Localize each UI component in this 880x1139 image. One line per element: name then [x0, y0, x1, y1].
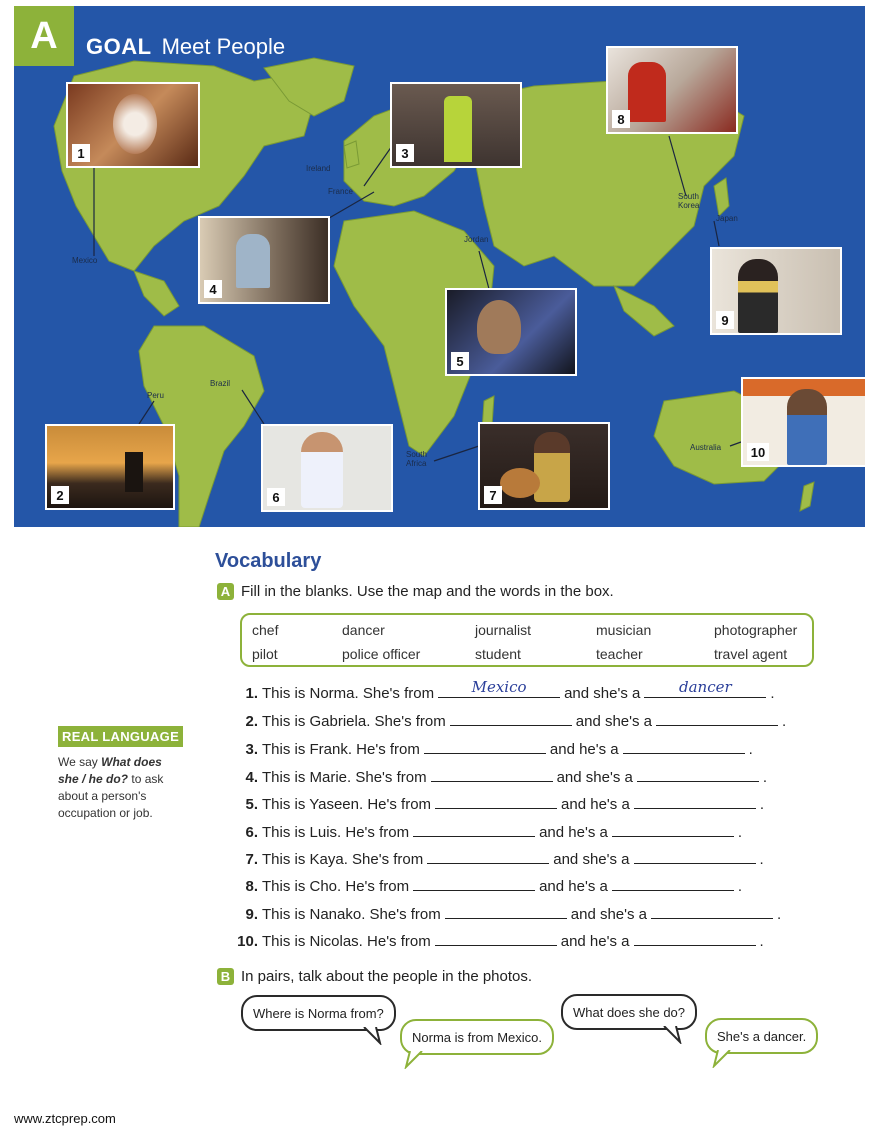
teacher-figure: [301, 432, 343, 508]
place-label-south-korea: South Korea: [678, 192, 700, 210]
world-map: [14, 6, 865, 527]
vocabulary-heading: Vocabulary: [215, 550, 322, 572]
word-pilot: pilot: [252, 646, 278, 662]
job-blank[interactable]: [634, 794, 756, 809]
photo-number: 10: [747, 443, 769, 461]
exercise-prompt: This is Gabriela. She's from: [262, 713, 446, 730]
end-period: .: [748, 741, 753, 758]
photo-2-photographer: [45, 424, 175, 510]
exercise-row-8: [228, 876, 742, 895]
chef-figure: [628, 62, 666, 122]
exercise-number: 2.: [245, 713, 258, 730]
photo-6-teacher: [261, 424, 393, 512]
place-label-peru: Peru: [147, 391, 164, 400]
exercise-connector: and he's a: [539, 878, 608, 895]
word-musician: musician: [596, 622, 652, 638]
exercise-connector: and he's a: [539, 824, 608, 841]
section-badge: A: [14, 6, 74, 66]
new-zealand-shape: [800, 482, 814, 511]
photo-number: 1: [72, 144, 90, 162]
journalist-figure: [738, 259, 778, 333]
exercise-number: 10.: [237, 933, 258, 950]
officer-figure: [444, 96, 472, 162]
photo-number: 8: [612, 110, 630, 128]
exercise-row-4: [228, 767, 767, 786]
dancer-figure: [113, 94, 157, 154]
job-blank[interactable]: [651, 904, 773, 919]
word-chef: chef: [252, 622, 279, 638]
exercise-number: 6.: [245, 824, 258, 841]
end-period: .: [759, 933, 764, 950]
speech-bubble-question-2: What does she do?: [561, 994, 697, 1030]
exercise-number: 8.: [245, 878, 258, 895]
central-america-shape: [134, 271, 179, 316]
end-period: .: [737, 878, 743, 895]
end-period: .: [762, 769, 768, 786]
photo-9-journalist: [710, 247, 842, 335]
goal-text: Meet People: [161, 34, 286, 59]
place-label-ireland: Ireland: [306, 164, 331, 173]
exercise-number: 4.: [245, 769, 258, 786]
real-language-text: [58, 754, 178, 822]
exercise-number: 1.: [245, 685, 258, 702]
exercise-b-badge: B: [217, 968, 234, 985]
photo-8-chef: [606, 46, 738, 134]
place-label-australia: Australia: [690, 443, 722, 452]
photo-1-dancer: [66, 82, 200, 168]
photo-number: 9: [716, 311, 734, 329]
southeast-asia-shape: [614, 286, 674, 336]
exercise-number: 3.: [245, 741, 258, 758]
real-language-lead: We say: [58, 755, 98, 769]
place-label-mexico: Mexico: [72, 256, 98, 265]
exercise-number: 5.: [245, 796, 258, 813]
word-police-officer: police officer: [342, 646, 421, 662]
photo-number: 3: [396, 144, 414, 162]
exercise-connector: and she's a: [556, 769, 633, 786]
exercise-prompt: This is Cho. He's from: [262, 878, 410, 895]
exercise-row-3: [228, 739, 753, 758]
exercise-prompt: This is Frank. He's from: [262, 741, 420, 758]
word-teacher: teacher: [596, 646, 643, 662]
bubble-tail-4: [712, 1050, 732, 1068]
exercise-row-5: [228, 794, 764, 813]
goal-label: GOAL: [86, 34, 152, 59]
speech-bubble-answer-1: Norma is from Mexico.: [400, 1019, 554, 1055]
end-period: .: [737, 824, 743, 841]
country-blank[interactable]: [427, 849, 549, 864]
bubble-tail-3: [662, 1026, 682, 1044]
exercise-connector: and he's a: [549, 741, 619, 758]
end-period: .: [782, 713, 787, 730]
photo-number: 6: [267, 488, 285, 506]
exercise-number: 9.: [245, 906, 258, 923]
place-label-japan: Japan: [716, 214, 738, 223]
place-label-south-africa: South Africa: [406, 450, 427, 468]
exercise-b-instruction: In pairs, talk about the people in the photos.: [241, 968, 533, 985]
handwritten-answer: Mexico: [471, 678, 527, 696]
bubble-tail-2: [404, 1051, 424, 1069]
word-journalist: journalist: [475, 622, 532, 638]
job-blank[interactable]: [634, 849, 756, 864]
real-language-badge: REAL LANGUAGE: [58, 726, 183, 747]
exercise-connector: and he's a: [561, 796, 630, 813]
end-period: .: [777, 906, 782, 923]
exercise-connector: and she's a: [564, 685, 641, 702]
exercise-row-1: [228, 678, 775, 702]
real-language-phrase: What does she / he do?: [58, 755, 162, 786]
photo-number: 4: [204, 280, 222, 298]
photo-number: 2: [51, 486, 69, 504]
british-isles-shape: [344, 141, 359, 168]
country-blank[interactable]: [435, 794, 557, 809]
exercise-row-6: [228, 822, 742, 841]
exercise-row-2: [228, 711, 786, 730]
country-blank[interactable]: [438, 678, 560, 698]
place-label-france: France: [328, 187, 353, 196]
photo-number: 7: [484, 486, 502, 504]
country-blank[interactable]: [413, 822, 535, 837]
footer-url: www.ztcprep.com: [14, 1111, 116, 1126]
photo-10-travel-agent: [741, 377, 865, 467]
place-label-jordan: Jordan: [464, 235, 489, 244]
word-box: [240, 613, 814, 667]
real-language-rest: to ask about a person's occupation or job.: [58, 772, 164, 820]
exercise-connector: and she's a: [553, 851, 630, 868]
country-blank[interactable]: [435, 931, 557, 946]
student-figure: [236, 234, 270, 288]
photo-7-musician: [478, 422, 610, 510]
exercise-prompt: This is Marie. She's from: [262, 769, 427, 786]
guitar-shape: [500, 468, 540, 498]
exercise-prompt: This is Nanako. She's from: [262, 906, 441, 923]
exercise-prompt: This is Nicolas. He's from: [262, 933, 431, 950]
bubble-tail-1: [362, 1027, 382, 1045]
musician-figure: [534, 432, 570, 502]
country-blank[interactable]: [431, 767, 553, 782]
job-blank[interactable]: [623, 739, 745, 754]
country-blank[interactable]: [413, 876, 535, 891]
exercise-connector: and he's a: [560, 933, 630, 950]
exercise-number: 7.: [245, 851, 258, 868]
speech-bubble-question-1: Where is Norma from?: [241, 995, 396, 1031]
exercise-prompt: This is Yaseen. He's from: [262, 796, 432, 813]
exercise-prompt: This is Norma. She's from: [262, 685, 435, 702]
japan-shape: [714, 178, 729, 216]
exercise-a-badge: A: [217, 583, 234, 600]
exercise-connector: and she's a: [575, 713, 653, 730]
speech-bubble-answer-2: She's a dancer.: [705, 1018, 818, 1054]
country-blank[interactable]: [445, 904, 567, 919]
end-period: .: [759, 796, 764, 813]
word-photographer: photographer: [714, 622, 798, 638]
place-label-brazil: Brazil: [210, 379, 231, 388]
travel-agent-figure: [787, 389, 827, 465]
photo-3-police-officer: [390, 82, 522, 168]
photographer-figure: [125, 452, 143, 492]
exercise-prompt: This is Kaya. She's from: [262, 851, 424, 868]
word-dancer: dancer: [342, 622, 385, 638]
country-blank[interactable]: [424, 739, 546, 754]
word-travel-agent: travel agent: [714, 646, 788, 662]
goal-title: [86, 34, 285, 60]
job-blank[interactable]: [634, 931, 756, 946]
exercise-row-10: [228, 931, 764, 950]
job-blank[interactable]: [612, 876, 734, 891]
exercise-a-instruction: Fill in the blanks. Use the map and the words in the box.: [241, 583, 614, 600]
job-blank[interactable]: [644, 678, 766, 698]
exercise-connector: and she's a: [570, 906, 648, 923]
exercise-row-7: [228, 849, 764, 868]
handwritten-answer: dancer: [679, 678, 732, 696]
word-student: student: [475, 646, 521, 662]
exercise-row-9: [228, 904, 781, 923]
job-blank[interactable]: [656, 711, 778, 726]
pilot-figure: [477, 300, 521, 354]
country-blank[interactable]: [450, 711, 572, 726]
photo-4-student: [198, 216, 330, 304]
job-blank[interactable]: [637, 767, 759, 782]
photo-number: 5: [451, 352, 469, 370]
photo-5-pilot: [445, 288, 577, 376]
job-blank[interactable]: [612, 822, 734, 837]
exercise-prompt: This is Luis. He's from: [262, 824, 410, 841]
end-period: .: [770, 685, 775, 702]
end-period: .: [759, 851, 764, 868]
